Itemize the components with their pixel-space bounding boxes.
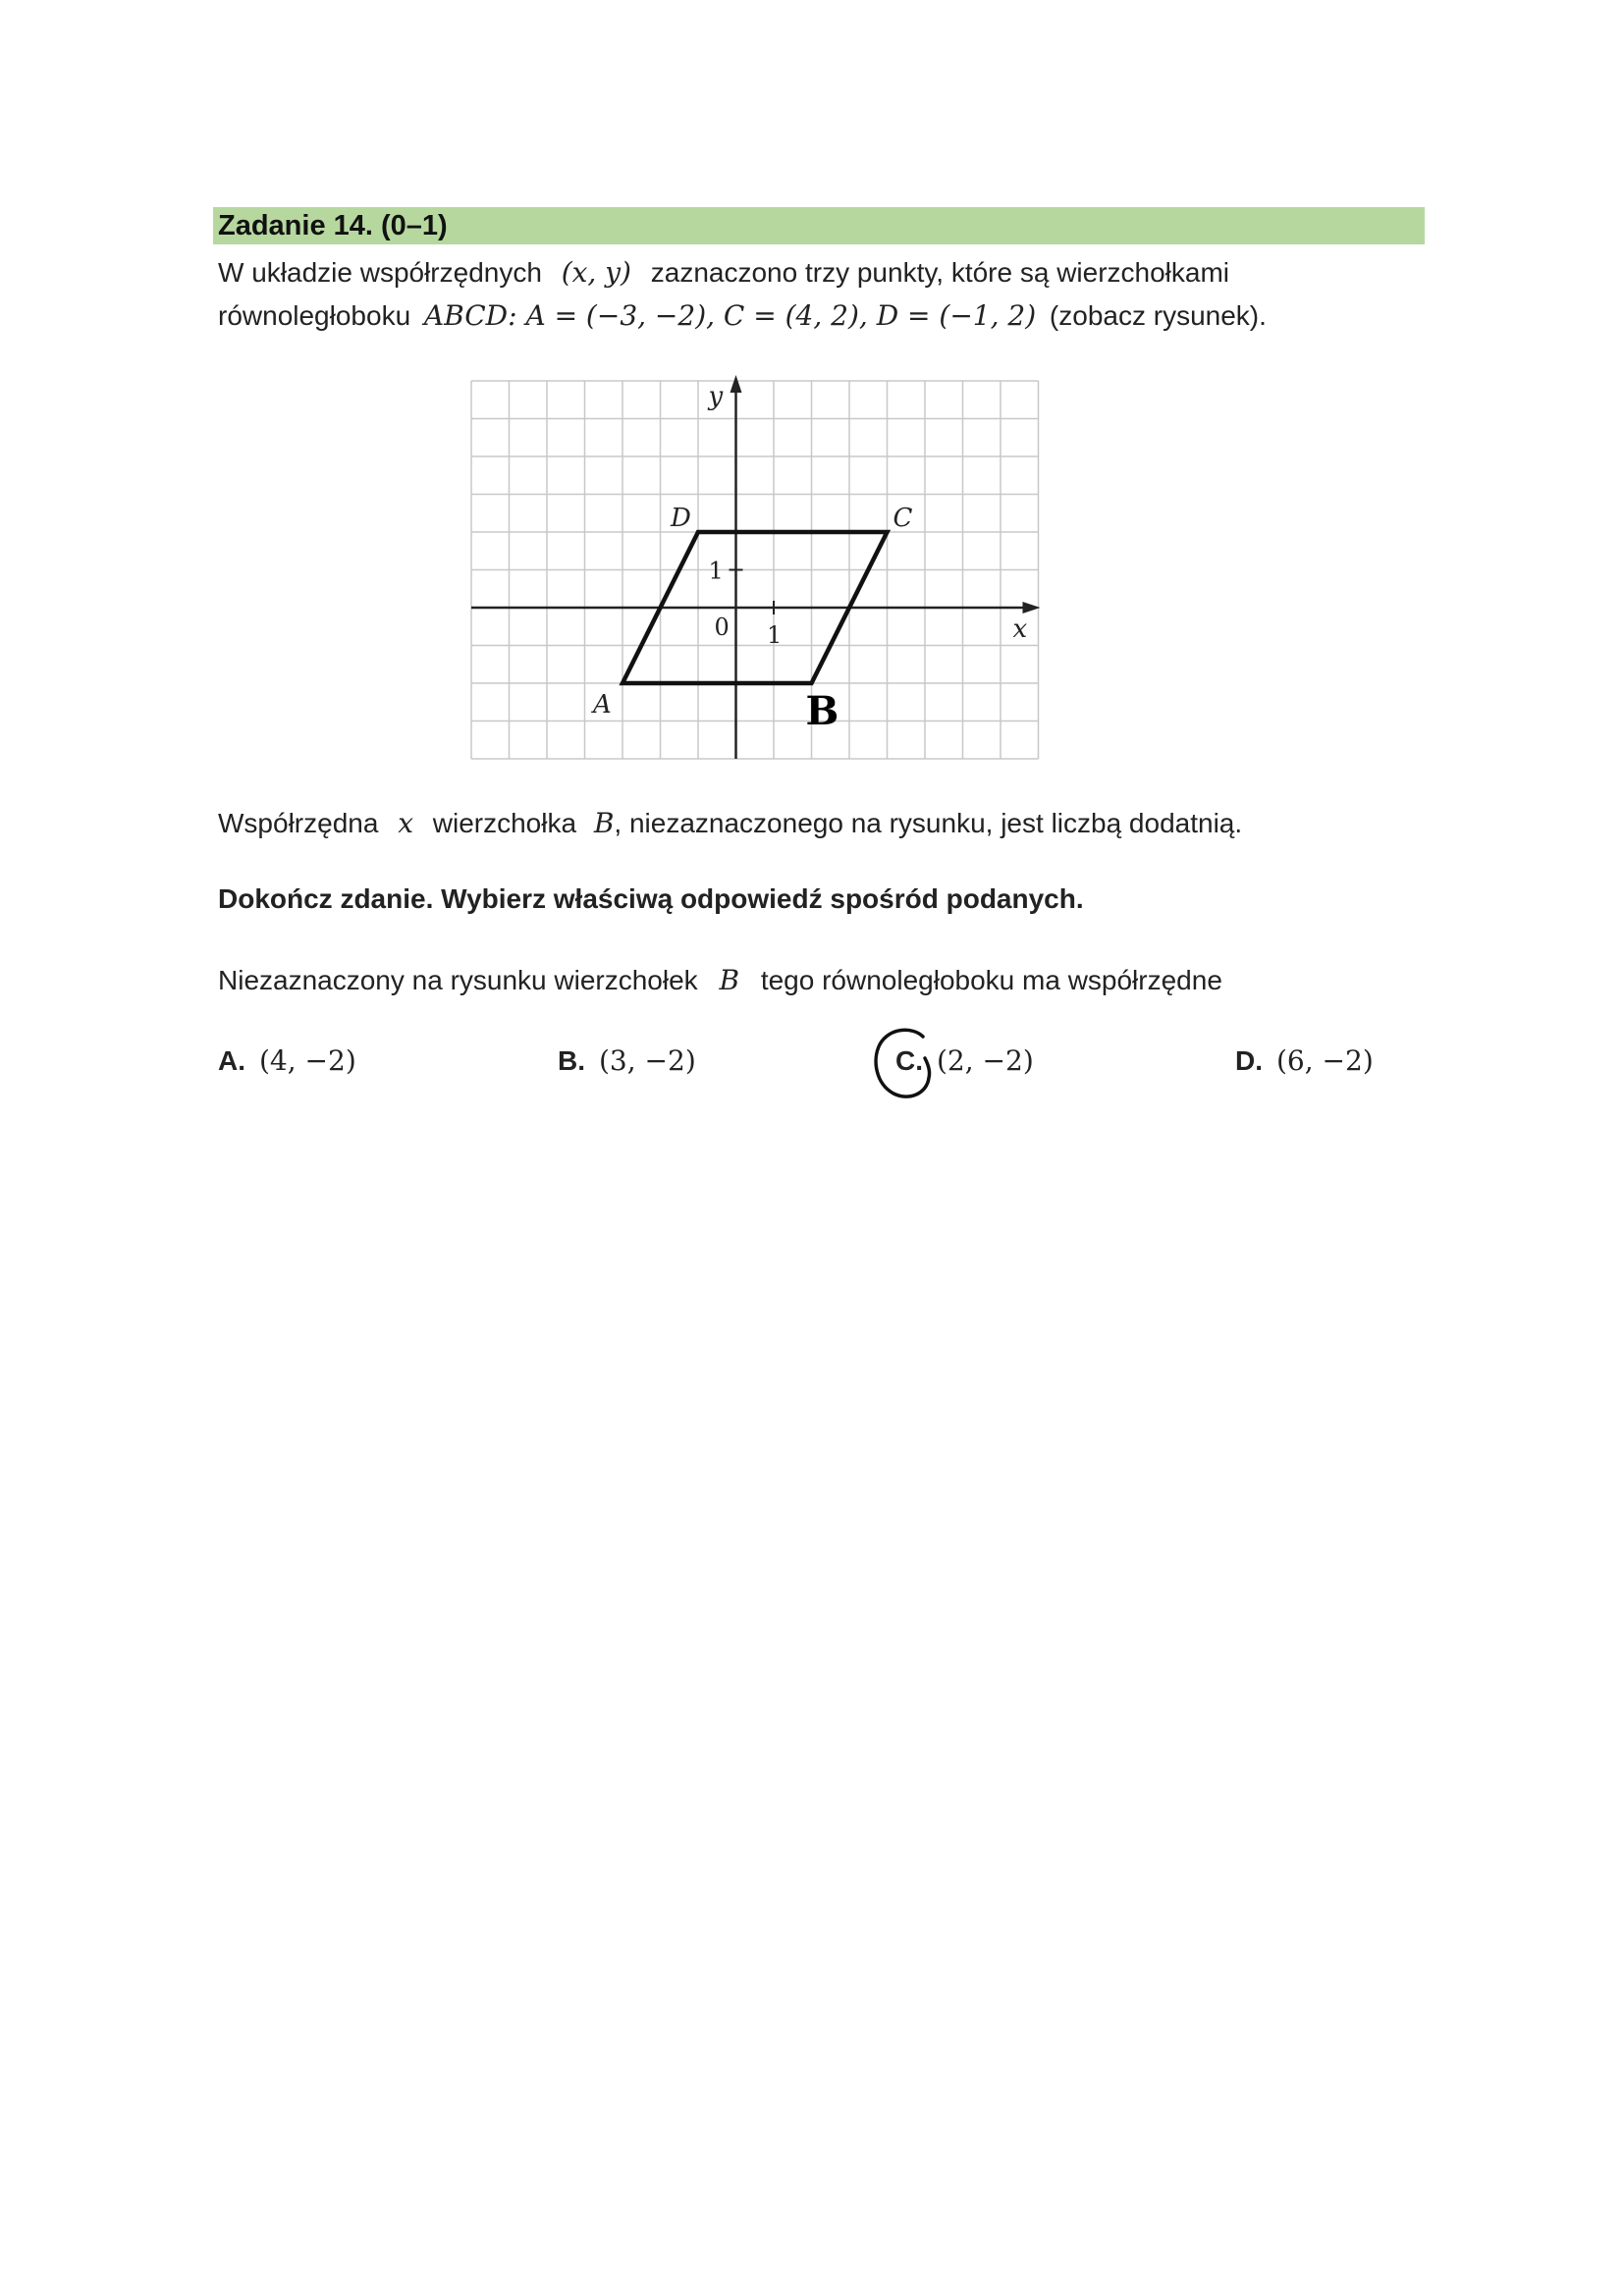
vertex-label-d: D	[671, 504, 691, 533]
question-text-b: tego równoległoboku ma współrzędne	[760, 965, 1222, 995]
answer-d[interactable]	[1235, 1044, 1374, 1077]
answer-a-value: (4, −2)	[259, 1044, 356, 1077]
intro-text-1a: W układzie współrzędnych	[218, 257, 542, 288]
answer-a[interactable]	[218, 1044, 356, 1077]
answer-d-letter: D.	[1235, 1045, 1263, 1076]
answer-b-value: (3, −2)	[599, 1044, 696, 1077]
statement-math-x: x	[398, 807, 413, 839]
intro-text-2b: (zobacz rysunek).	[1049, 300, 1267, 331]
answer-a-letter: A.	[218, 1045, 245, 1076]
grid	[471, 381, 1039, 759]
intro-math-points: ABCD: A = (−3, −2), C = (4, 2), D = (−1, 2)	[423, 299, 1037, 332]
intro-text-2a: równoległoboku	[218, 300, 411, 331]
answer-b[interactable]	[558, 1044, 696, 1077]
task-title: Zadanie 14. (0–1)	[218, 210, 448, 241]
intro-line-2	[218, 299, 1267, 332]
y-tick-label: 1	[708, 557, 724, 585]
question-text-a: Niezaznaczony na rysunku wierzchołek	[218, 965, 698, 995]
question-line	[218, 964, 1222, 996]
vertex-label-c: C	[893, 504, 913, 533]
x-axis-label: x	[1012, 614, 1028, 644]
x-tick-label: 1	[767, 621, 783, 649]
statement-text-a: Współrzędna	[218, 808, 379, 838]
answer-b-letter: B.	[558, 1045, 585, 1076]
answer-d-value: (6, −2)	[1276, 1044, 1374, 1077]
answer-c-value: (2, −2)	[937, 1044, 1034, 1077]
y-axis-label: y	[708, 382, 724, 411]
coordinate-figure	[461, 373, 1070, 775]
statement-line	[218, 807, 1242, 839]
answer-c-letter: C.	[895, 1045, 923, 1076]
instruction: Dokończ zdanie. Wybierz właściwą odpowiedź spośród podanych.	[218, 883, 1084, 914]
answer-c-circle-mark	[868, 1023, 947, 1103]
vertex-label-b-handwritten: B	[805, 688, 839, 734]
vertex-label-a: A	[593, 690, 612, 720]
origin-label: 0	[714, 614, 730, 641]
intro-text-1b: zaznaczono trzy punkty, które są wierzchołkami	[650, 257, 1230, 288]
statement-text-c: , niezaznaczonego na rysunku, jest liczbą dodatnią.	[614, 808, 1243, 838]
statement-text-b: wierzchołka	[432, 808, 577, 838]
y-axis-arrow	[731, 375, 742, 393]
axes	[471, 375, 1041, 759]
statement-math-b: B	[593, 807, 615, 839]
intro-line-1	[218, 256, 1229, 289]
intro-math-xy: (x, y)	[561, 256, 631, 289]
question-math-b: B	[719, 964, 740, 996]
